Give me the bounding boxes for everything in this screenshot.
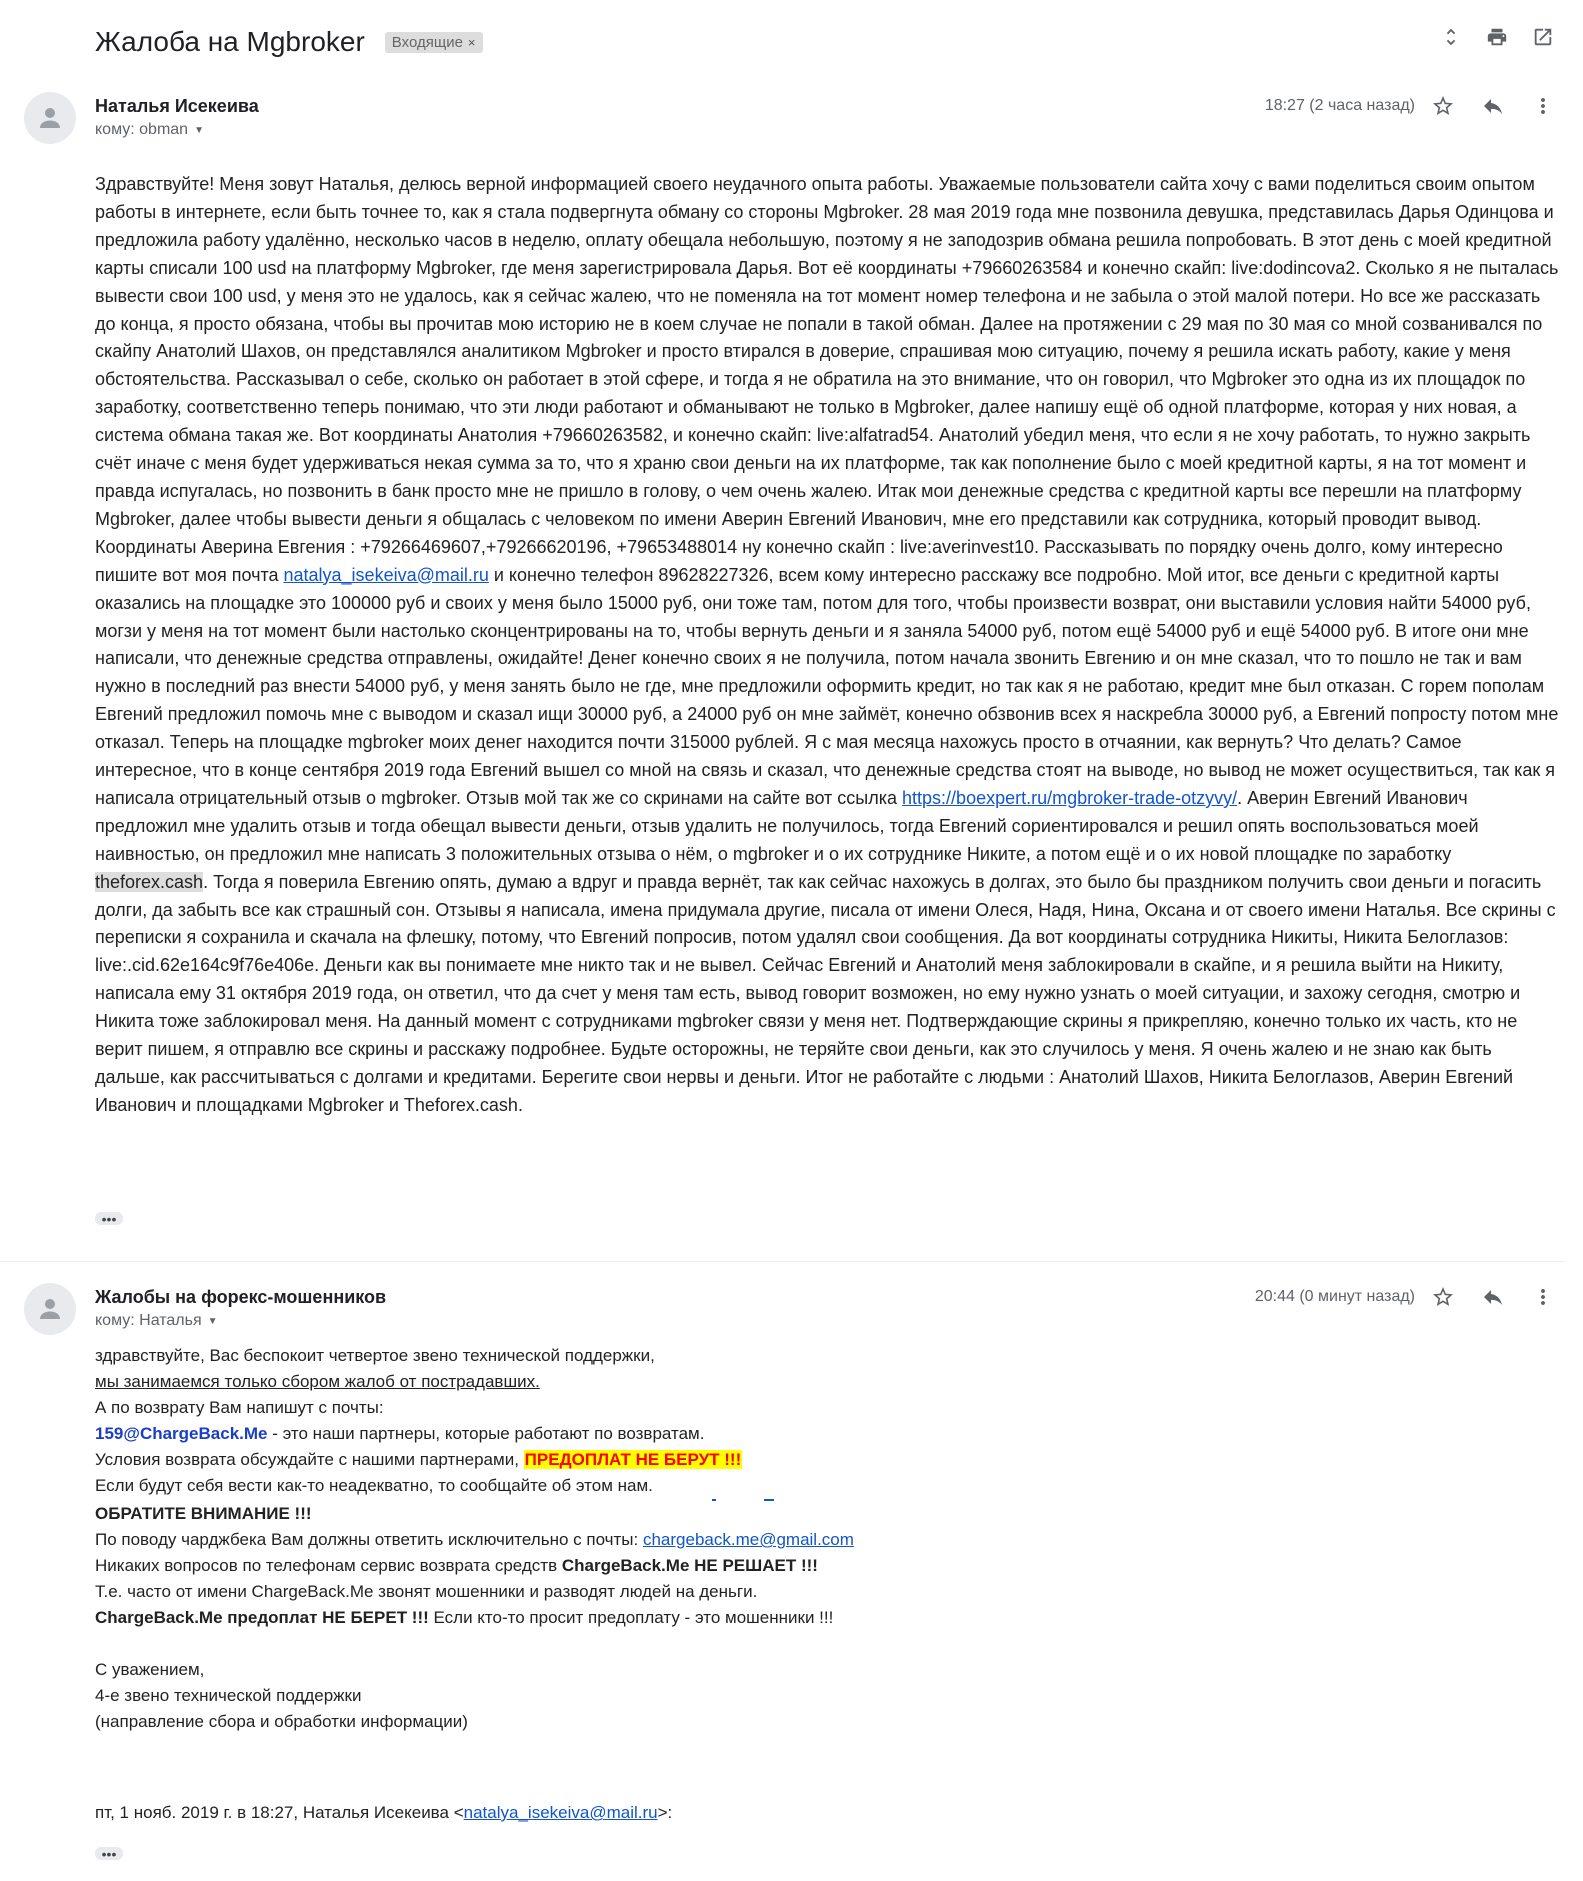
star-icon[interactable]	[1431, 1285, 1455, 1309]
body-line	[95, 1530, 854, 1550]
signature-line: С уважением,	[95, 1660, 205, 1679]
sender-email-link[interactable]: natalya_isekeiva@mail.ru	[283, 564, 489, 585]
body-text: По поводу чарджбека Вам должны ответить исключительно с почты:	[95, 1530, 643, 1549]
body-line	[95, 1608, 833, 1628]
chevron-down-icon[interactable]: ▼	[207, 1315, 218, 1327]
body-text: - это наши партнеры, которые работают по возвратам.	[267, 1424, 705, 1443]
quoted-email-link[interactable]: natalya_isekeiva@mail.ru	[463, 1803, 658, 1822]
partner-email: 159@ChargeBack.Me	[95, 1424, 268, 1443]
message-actions	[1431, 94, 1555, 118]
body-line: здравствуйте, Вас беспокоит четвертое звено технической поддержки,	[95, 1346, 655, 1365]
sender-name: Жалобы на форекс-мошенников	[95, 1287, 387, 1307]
body-line	[95, 1424, 704, 1444]
message-time: 18:27 (2 часа назад)	[1264, 97, 1415, 114]
more-vertical-icon[interactable]	[1531, 94, 1555, 118]
highlighted-domain: theforex.cash	[95, 871, 204, 892]
more-vertical-icon[interactable]	[1531, 1285, 1555, 1309]
recipient-text: кому: Наталья	[95, 1312, 202, 1329]
stray-link-fragments	[712, 1499, 776, 1501]
thread-actions	[1439, 25, 1555, 49]
signature-line: (направление сбора и обработки информации)	[95, 1712, 468, 1731]
message-body	[95, 171, 1565, 1120]
no-prepayment-warning: ПРЕДОПЛАТ НЕ БЕРУТ !!!	[524, 1450, 742, 1469]
reply-icon[interactable]	[1481, 94, 1505, 118]
reply-icon[interactable]	[1481, 1285, 1505, 1309]
body-text: . Тогда я поверила Евгению опять, думаю а вдруг и правда вернёт, так как сейчас нахожусь в долгах, это было бы праздником получить свои деньги и погасить долги, да забыть все как страшный сон. Отзывы я написала, имена придумала другие, писала от имени Олеся, Надя, Нина, Оксана и от своего имени Наталья. Все скрины с переписки я сохранила и скачала на флешку, потому, что Евгений попросив, потом удалял свои сообщения. Да вот координаты сотрудника Никиты, Никита Белоглазов: live:.cid.62e164c9f76e406e. Деньги как вы понимаете мне никто так и не вывел. Сейчас Евгений и Анатолий меня заблокировали в скайпе, и я решила выйти на Никиту, написала ему 31 октября 2019 года, он ответил, что да счет у меня там есть, вывод говорит возможен, но ему нужно узнать о моей ситуации, и захожу сегодня, смотрю и Никита тоже заблокировал меня. На данный момент с сотрудниками mgbroker связи у меня нет. Подтверждающие скрины я прикрепляю, конечно только их часть, кто не верит пишем, я отправлю все скрины и расскажу подробнее. Будьте осторожны, не теряйте свои деньги, как это случилось у меня. Я очень жалею и не знаю как быть дальше, как рассчитываться с долгами и кредитами. Берегите свои нервы и деньги. Итог не работайте с людьми : Анатолий Шахов, Никита Белоглазов, Аверин Евгений Иванович и площадками Mgbroker и Theforex.cash.	[95, 871, 1556, 1115]
body-line	[95, 1450, 742, 1470]
body-line	[95, 1556, 818, 1576]
message-time: 20:44 (0 минут назад)	[1254, 1288, 1415, 1305]
open-in-new-window-icon[interactable]	[1531, 25, 1555, 49]
body-text: . Аверин Евгений Иванович предложил мне удалить отзыв и тогда обещал вывести деньги, отзыв удалить не получилось, тогда Евгений сориентировался и решил опять воспользоваться моей наивностью, он предложил мне написать 3 положительных отзыва о нём, о mgbroker и о их сотруднике Никите, а потом ещё и о их новой площадке по заработку	[95, 787, 1479, 864]
sender-name: Наталья Исекеива	[95, 96, 259, 116]
person-avatar-icon	[24, 92, 76, 144]
unfold-icon[interactable]	[1439, 25, 1463, 49]
chargeback-email-link[interactable]: chargeback.me@gmail.com	[642, 1530, 854, 1549]
message-divider	[0, 1261, 1565, 1262]
body-text: Здравствуйте! Меня зовут Наталья, делюсь верной информацией своего неудачного опыта работы. Уважаемые пользователи сайта хочу с вами поделиться своим опытом работы в интернете, если быть точнее то, как я стала подвергнута обману со стороны Mgbroker. 28 мая 2019 года мне позвонила девушка, представилась Дарья Одинцова и предложила работу удалённо, несколько часов в неделю, оплату обещала небольшую, поэтому я не заподозрив обмана решила попробовать. В этот день с моей кредитной карты списали 100 usd на платформу Mgbroker, где меня зарегистрировала Дарья. Вот её координаты +79660263584 и конечно скайп: live:dodincova2. Сколько я не пыталась вывести свои 100 usd, у меня это не удалось, как я сейчас жалею, что не поменяла на тот момент номер телефона и не забыла о этой малой потери. Но все же рассказать до конца, я просто обязана, чтобы вы прочитав мою историю не в коем случае не попали в такой обман. Далее на протяжении с 29 мая по 30 мая со мной созванивался по скайпу Анатолий Шахов, он представлялся аналитиком Mgbroker и просто втирался в доверие, спрашивая мою ситуацию, почему я решила искать работу, какие у меня обстоятельства. Рассказывал о себе, сколько он работает в этой сфере, и тогда я не обратила на это внимание, что он говорил, что Mgbroker это одна из их площадок по заработку, соответственно теперь понимаю, что эти люди работают и обманывают не только в Mgbroker, далее напишу ещё об одной платформе, которая у них новая, а система обмана такая же. Вот координаты Анатолия +79660263582, и конечно скайп: live:alfatrad54. Анатолий убедил меня, что если я не хочу работать, то нужно закрыть счёт иначе с меня будет удерживаться некая сумма за то, что я храню свои деньги на их платформе, так как пополнение было с моей кредитной карты, я на тот момент и правда испугалась, но позвонить в банк просто мне не пришло в голову, о чем очень жалею. Итак мои денежные средства с кредитной карты все перешли на платформу Mgbroker, далее чтобы вывести деньги я общалась с человеком по имени Аверин Евгений Иванович, мне его представили как сотрудника, который проводит вывод. Координаты Аверина Евгения : +79266469607,+79266620196, +79653488014 ну конечно скайп : live:averinvest10. Рассказывать по порядку очень долго, кому интересно пишите вот моя почта	[95, 174, 1559, 585]
body-text: >:	[657, 1803, 673, 1822]
signature-line: 4-е звено технической поддержки	[95, 1686, 362, 1705]
body-text: и конечно телефон 89628227326, всем кому интересно расскажу все подробно. Мой итог, все деньги с кредитной карты оказались на площадке это 100000 руб и своих у меня было 15000 руб, они тоже там, потом для того, чтобы произвести возврат, они выставили условия найти 54000 руб, могзи у меня на тот момент были настолько сконцентрированы на то, чтобы вернуть деньги и я заняла 54000 руб, потом ещё 54000 руб и ещё 54000 руб. В итоге они мне написали, что денежные средства отправлены, ожидайте! Денег конечно своих я не получила, потом начала звонить Евгению и он мне сказал, что то пошло не так и вам нужно в последний раз внести 54000 руб, у меня занять было не где, мне предложили оформить кредит, но так как я не работаю, кредит мне был отказан. С горем пополам Евгений предложил помочь мне с выводом и сказал ищи 30000 руб, а 24000 руб он мне займёт, конечно обзвонив всех я наскребла 30000 руб, а Евгений попросту потом мне отказал. Теперь на площадке mgbroker моих денег находится почти 315000 рублей. Я с мая месяца нахожусь просто в отчаянии, как вернуть? Что делать? Самое интересное, что в конце сентября 2019 года Евгений вышел со мной на связь и сказал, что денежные средства стоят на выводе, но вывод не может осуществиться, так как я написала отрицательный отзыв о mgbroker. Отзыв мой так же со скринами на сайте вот ссылка	[95, 564, 1559, 808]
body-text: Никаких вопросов по телефонам сервис возврата средств	[95, 1556, 562, 1575]
chevron-down-icon[interactable]: ▼	[194, 124, 204, 136]
body-text: пт, 1 нояб. 2019 г. в 18:27, Наталья Исекеива <	[95, 1803, 464, 1822]
attention-heading: ОБРАТИТЕ ВНИМАНИЕ !!!	[95, 1504, 312, 1523]
body-text-bold: ChargeBack.Me НЕ РЕШАЕТ !!!	[561, 1556, 818, 1575]
body-line: Т.е. часто от имени ChargeBack.Me звонят мошенники и разводят людей на деньги.	[95, 1582, 758, 1601]
remove-label-button[interactable]: ×	[467, 34, 476, 50]
star-icon[interactable]	[1431, 94, 1455, 118]
body-line: Если будут себя вести как-то неадекватно, то сообщайте об этом нам.	[95, 1476, 653, 1495]
body-text-bold: ChargeBack.Me предоплат НЕ БЕРЕТ !!!	[95, 1608, 429, 1627]
recipient-line	[95, 1312, 218, 1330]
show-trimmed-content-button[interactable]: •••	[95, 1847, 123, 1860]
recipient-line	[95, 121, 204, 139]
inbox-label-chip	[385, 32, 483, 53]
show-trimmed-content-button[interactable]: •••	[95, 1212, 123, 1225]
body-text: Условия возврата обсуждайте с нашими партнерами,	[95, 1450, 524, 1469]
recipient-text: кому: obman	[95, 121, 189, 138]
body-text: Если кто-то просит предоплату - это мошенники !!!	[428, 1608, 834, 1627]
message-actions	[1431, 1285, 1555, 1309]
label-text: Входящие	[391, 33, 463, 51]
body-line: мы занимаемся только сбором жалоб от пострадавших.	[95, 1372, 540, 1391]
person-avatar-icon	[24, 1283, 76, 1335]
print-icon[interactable]	[1485, 25, 1509, 49]
review-link[interactable]: https://boexpert.ru/mgbroker-trade-otzyvy/	[902, 787, 1238, 808]
body-line: А по возврату Вам напишут с почты:	[95, 1398, 384, 1417]
thread-header	[95, 20, 483, 64]
quote-header	[95, 1803, 672, 1823]
thread-subject: Жалоба на Mgbroker	[95, 26, 365, 57]
